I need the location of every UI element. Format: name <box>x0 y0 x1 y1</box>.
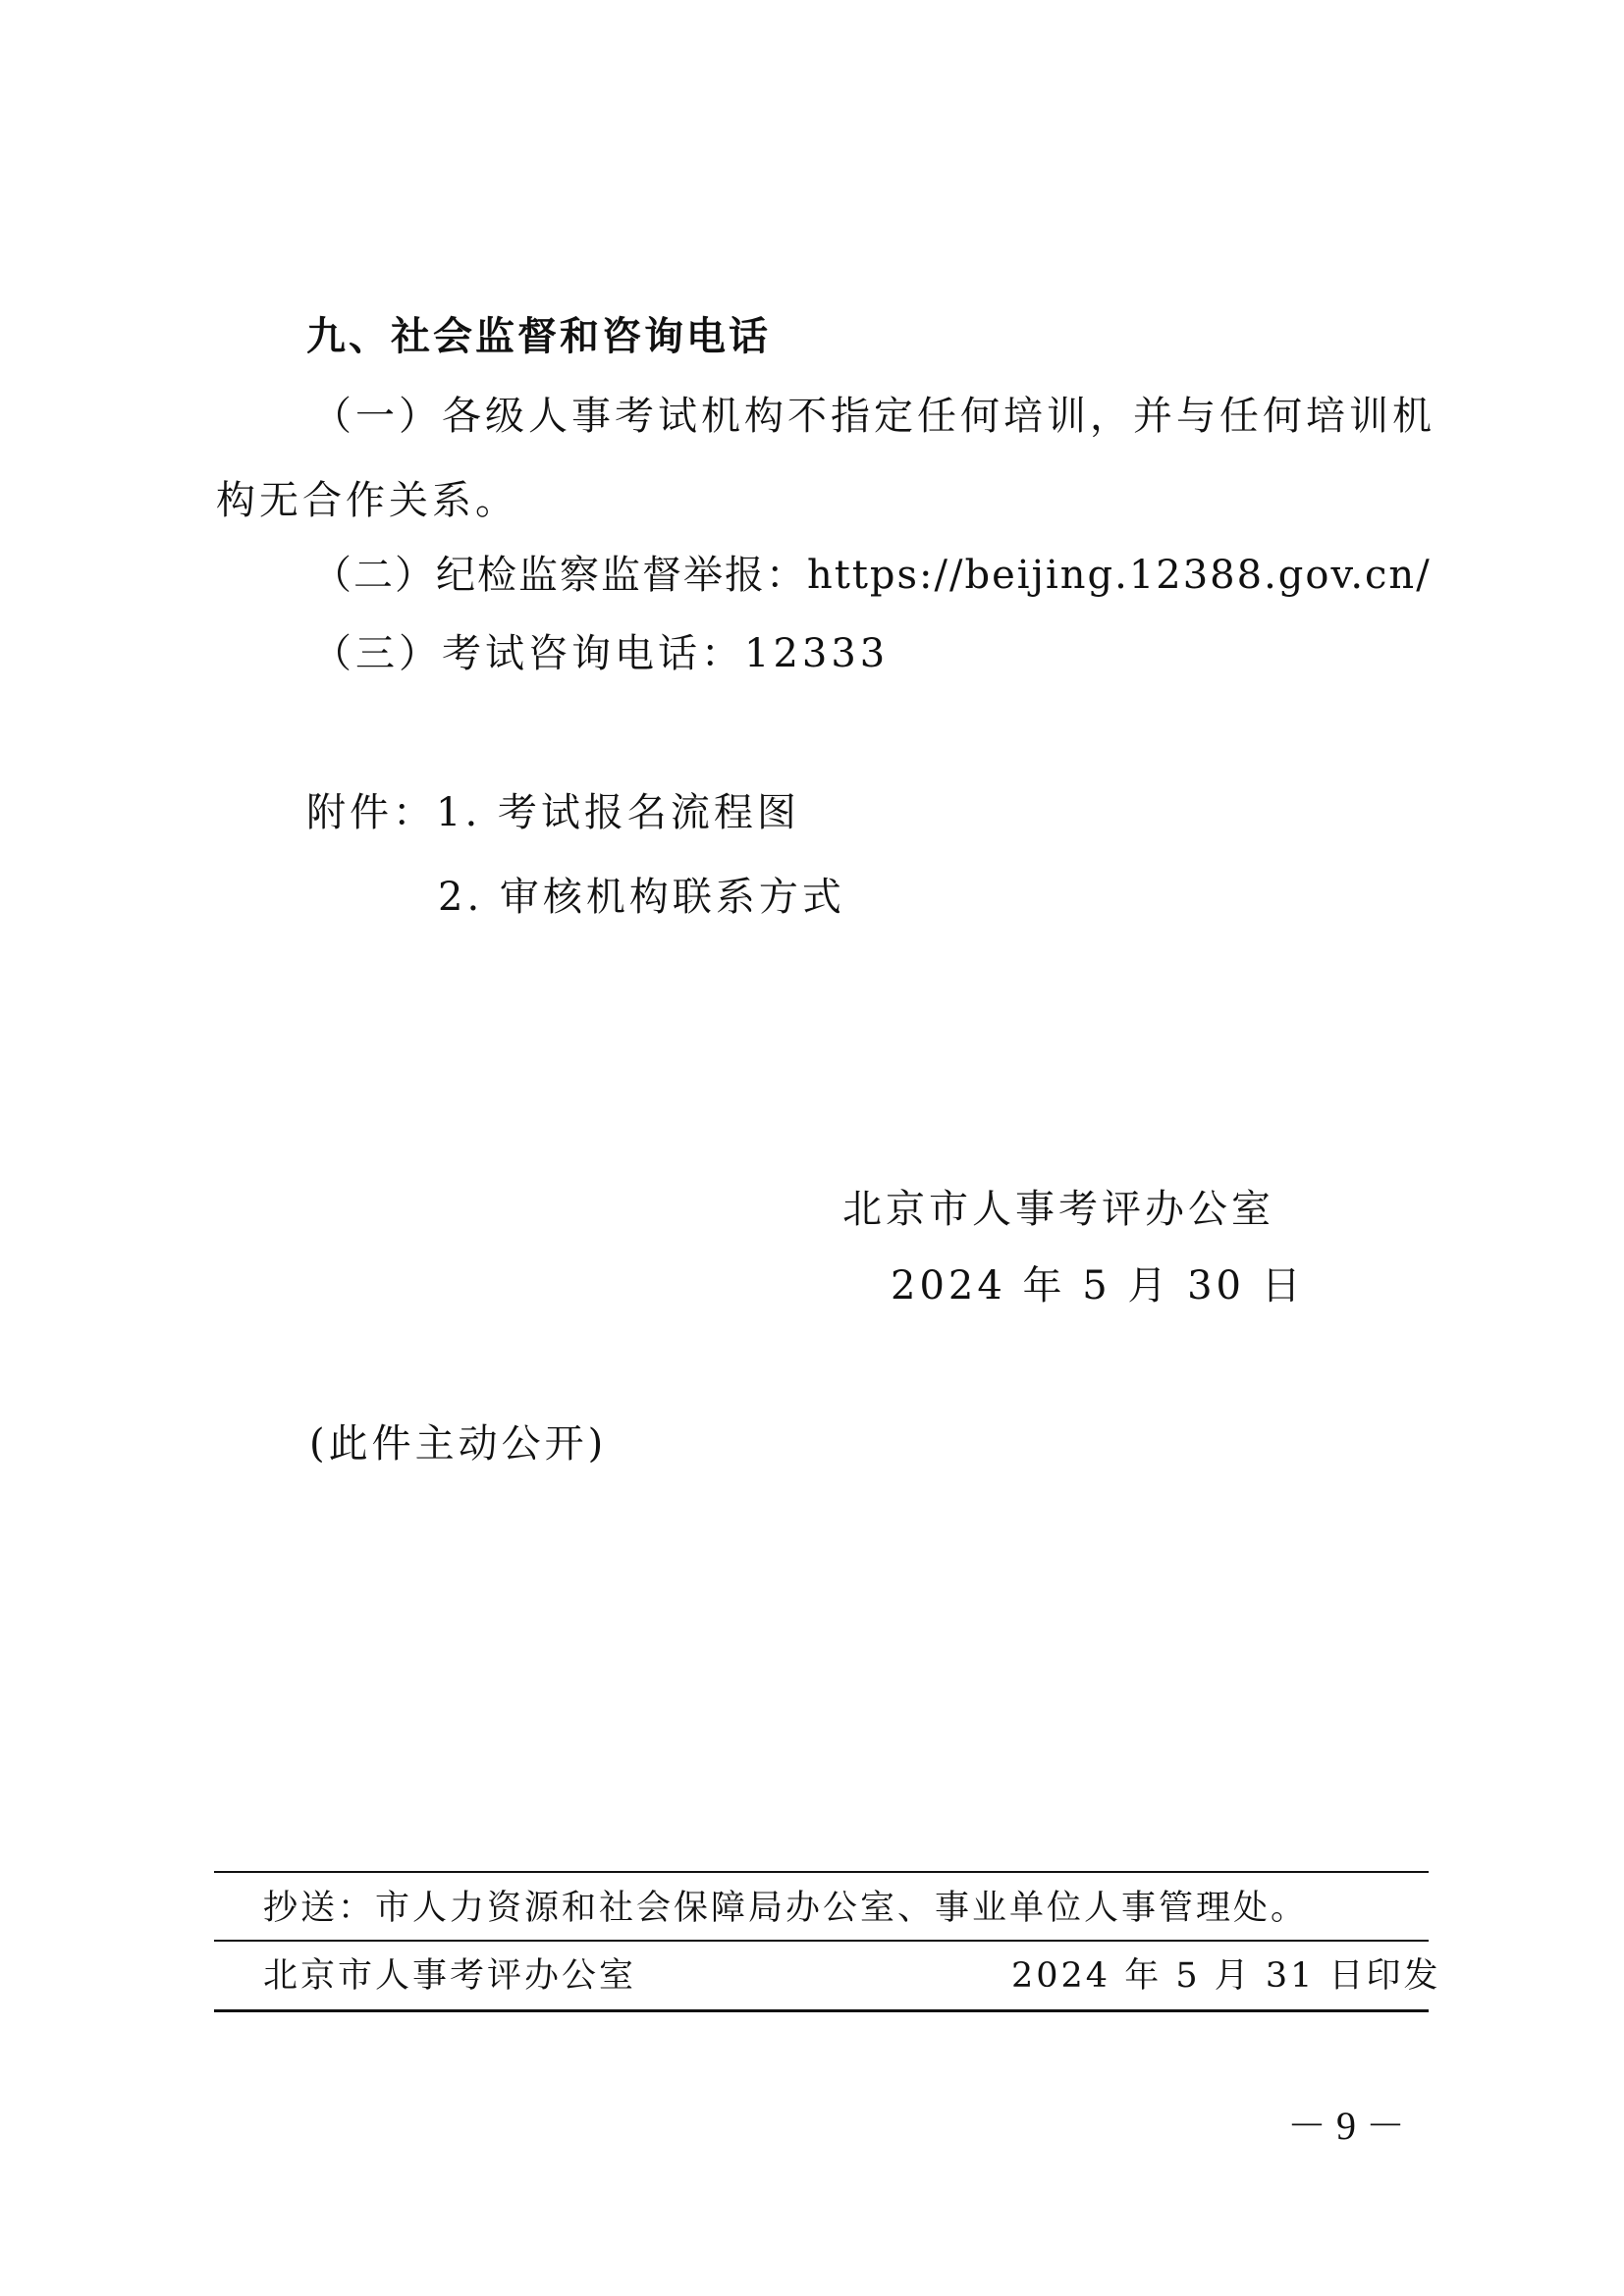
section-heading: 九、社会监督和咨询电话 <box>306 314 771 359</box>
attachment-1: 附件：1. 考试报名流程图 <box>306 790 800 835</box>
signature-date: 2024 年 5 月 30 日 <box>891 1263 1305 1308</box>
footer-issuer: 北京市人事考评办公室 <box>263 1956 637 1996</box>
footer-top-rule <box>214 1871 1429 1873</box>
footer-print-date: 2024 年 5 月 31 日印发 <box>1011 1956 1441 1996</box>
section-item-2: （二）纪检监察监督举报：https://beijing.12388.gov.cn/ <box>312 553 1432 598</box>
footer-bottom-rule <box>214 2009 1429 2012</box>
footer-middle-rule <box>214 1940 1429 1942</box>
attachment-2: 2. 审核机构联系方式 <box>438 875 845 920</box>
disclosure-note: (此件主动公开) <box>309 1421 608 1467</box>
section-item-1-line-1: （一）各级人事考试机构不指定任何培训，并与任何培训机 <box>312 394 1435 439</box>
section-item-1-line-2: 构无合作关系。 <box>216 478 518 523</box>
page-number: － 9 － <box>1287 2104 1405 2148</box>
section-item-3: （三）考试咨询电话：12333 <box>312 631 890 676</box>
footer-cc: 抄送：市人力资源和社会保障局办公室、事业单位人事管理处。 <box>263 1889 1309 1928</box>
signature-org: 北京市人事考评办公室 <box>842 1187 1274 1232</box>
